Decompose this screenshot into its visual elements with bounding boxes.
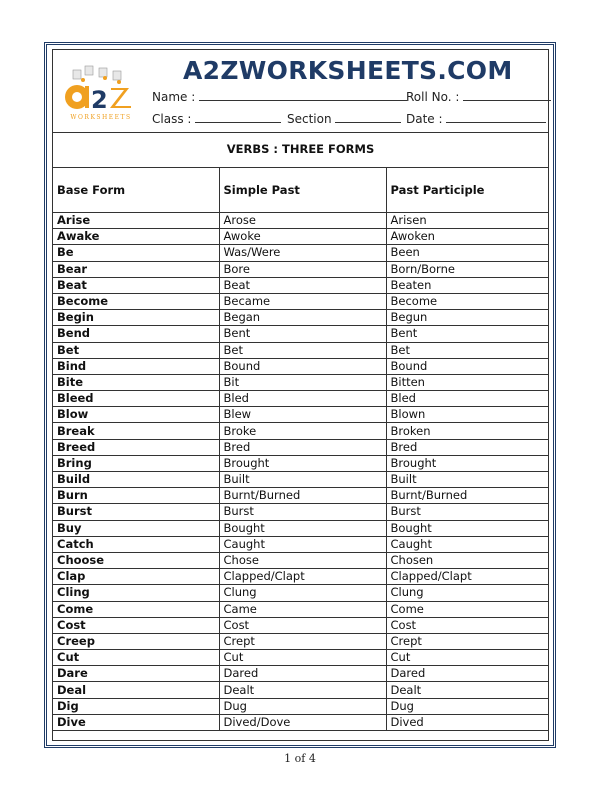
table-body: [53, 213, 548, 731]
past-participle-cell: Blown: [386, 407, 548, 423]
worksheet-inner-frame: [52, 49, 549, 741]
simple-past-cell: Dared: [219, 666, 386, 682]
table-row: [53, 277, 548, 293]
past-participle-cell: Born/Borne: [386, 261, 548, 277]
site-title: A2ZWORKSHEETS.COM: [183, 56, 513, 85]
past-participle-cell: Broken: [386, 423, 548, 439]
table-row: [53, 261, 548, 277]
simple-past-cell: Awoke: [219, 229, 386, 245]
past-participle-cell: Chosen: [386, 552, 548, 568]
simple-past-cell: Broke: [219, 423, 386, 439]
base-form-cell: Break: [53, 423, 219, 439]
past-participle-cell: Come: [386, 601, 548, 617]
past-participle-cell: Clung: [386, 585, 548, 601]
table-row: [53, 245, 548, 261]
past-participle-cell: Arisen: [386, 213, 548, 229]
roll-line[interactable]: [463, 89, 551, 101]
simple-past-cell: Bore: [219, 261, 386, 277]
base-form-cell: Bind: [53, 358, 219, 374]
sheet-title: VERBS : THREE FORMS: [53, 132, 548, 168]
past-participle-cell: Dived: [386, 714, 548, 730]
past-participle-cell: Dug: [386, 698, 548, 714]
base-form-cell: Clap: [53, 569, 219, 585]
simple-past-cell: Arose: [219, 213, 386, 229]
simple-past-cell: Crept: [219, 633, 386, 649]
base-form-cell: Come: [53, 601, 219, 617]
roll-field[interactable]: [406, 89, 551, 104]
base-form-cell: Become: [53, 293, 219, 309]
table-row: [53, 488, 548, 504]
simple-past-cell: Bound: [219, 358, 386, 374]
table-row: [53, 374, 548, 390]
site-logo: [61, 64, 141, 124]
table-row: [53, 504, 548, 520]
name-line[interactable]: [199, 89, 407, 101]
table-row: [53, 229, 548, 245]
worksheet-frame: [44, 42, 556, 748]
base-form-cell: Bleed: [53, 391, 219, 407]
date-label: Date :: [406, 112, 443, 126]
section-field[interactable]: [287, 111, 401, 126]
table-row: [53, 391, 548, 407]
svg-text:2: 2: [91, 86, 108, 114]
simple-past-cell: Clapped/Clapt: [219, 569, 386, 585]
base-form-cell: Burst: [53, 504, 219, 520]
base-form-cell: Dare: [53, 666, 219, 682]
base-form-cell: Begin: [53, 310, 219, 326]
worksheet-header: [53, 50, 548, 133]
table-row: [53, 569, 548, 585]
table-row: [53, 293, 548, 309]
past-participle-cell: Built: [386, 472, 548, 488]
simple-past-cell: Began: [219, 310, 386, 326]
simple-past-cell: Cost: [219, 617, 386, 633]
simple-past-cell: Came: [219, 601, 386, 617]
simple-past-cell: Cut: [219, 650, 386, 666]
column-header-base-form: Base Form: [53, 167, 219, 213]
past-participle-cell: Begun: [386, 310, 548, 326]
base-form-cell: Build: [53, 472, 219, 488]
past-participle-cell: Brought: [386, 455, 548, 471]
simple-past-cell: Bought: [219, 520, 386, 536]
table-row: [53, 472, 548, 488]
past-participle-cell: Become: [386, 293, 548, 309]
past-participle-cell: Burnt/Burned: [386, 488, 548, 504]
roll-label: Roll No. :: [406, 90, 460, 104]
simple-past-cell: Was/Were: [219, 245, 386, 261]
simple-past-cell: Burst: [219, 504, 386, 520]
past-participle-cell: Beaten: [386, 277, 548, 293]
table-row: [53, 455, 548, 471]
past-participle-cell: Been: [386, 245, 548, 261]
table-row: [53, 698, 548, 714]
table-row: [53, 633, 548, 649]
simple-past-cell: Chose: [219, 552, 386, 568]
past-participle-cell: Bred: [386, 439, 548, 455]
simple-past-cell: Clung: [219, 585, 386, 601]
date-field[interactable]: [406, 111, 546, 126]
simple-past-cell: Bit: [219, 374, 386, 390]
past-participle-cell: Dared: [386, 666, 548, 682]
table-row: [53, 310, 548, 326]
table-row: [53, 439, 548, 455]
section-label: Section: [287, 112, 332, 126]
base-form-cell: Bet: [53, 342, 219, 358]
past-participle-cell: Bet: [386, 342, 548, 358]
base-form-cell: Dive: [53, 714, 219, 730]
simple-past-cell: Caught: [219, 536, 386, 552]
base-form-cell: Deal: [53, 682, 219, 698]
simple-past-cell: Bred: [219, 439, 386, 455]
simple-past-cell: Brought: [219, 455, 386, 471]
base-form-cell: Awake: [53, 229, 219, 245]
past-participle-cell: Bound: [386, 358, 548, 374]
past-participle-cell: Bent: [386, 326, 548, 342]
table-header-row: [53, 167, 548, 213]
base-form-cell: Dig: [53, 698, 219, 714]
base-form-cell: Beat: [53, 277, 219, 293]
past-participle-cell: Bled: [386, 391, 548, 407]
table-row: [53, 666, 548, 682]
base-form-cell: Bear: [53, 261, 219, 277]
base-form-cell: Breed: [53, 439, 219, 455]
table-row: [53, 714, 548, 730]
simple-past-cell: Built: [219, 472, 386, 488]
table-row: [53, 326, 548, 342]
base-form-cell: Buy: [53, 520, 219, 536]
base-form-cell: Bring: [53, 455, 219, 471]
table-row: [53, 423, 548, 439]
simple-past-cell: Burnt/Burned: [219, 488, 386, 504]
class-line[interactable]: [195, 111, 281, 123]
base-form-cell: Burn: [53, 488, 219, 504]
past-participle-cell: Clapped/Clapt: [386, 569, 548, 585]
base-form-cell: Arise: [53, 213, 219, 229]
simple-past-cell: Became: [219, 293, 386, 309]
name-field[interactable]: [152, 89, 407, 104]
simple-past-cell: Beat: [219, 277, 386, 293]
table-row: [53, 650, 548, 666]
verb-forms-table: [53, 167, 548, 731]
table-row: [53, 520, 548, 536]
table-row: [53, 617, 548, 633]
past-participle-cell: Bought: [386, 520, 548, 536]
simple-past-cell: Bled: [219, 391, 386, 407]
base-form-cell: Choose: [53, 552, 219, 568]
column-header-simple-past: Simple Past: [219, 167, 386, 213]
table-row: [53, 601, 548, 617]
column-header-past-participle: Past Participle: [386, 167, 548, 213]
past-participle-cell: Cost: [386, 617, 548, 633]
table-row: [53, 585, 548, 601]
simple-past-cell: Dealt: [219, 682, 386, 698]
table-row: [53, 342, 548, 358]
simple-past-cell: Dived/Dove: [219, 714, 386, 730]
table-row: [53, 552, 548, 568]
base-form-cell: Cut: [53, 650, 219, 666]
past-participle-cell: Crept: [386, 633, 548, 649]
page-number: 1 of 4: [284, 752, 316, 765]
table-row: [53, 536, 548, 552]
table-row: [53, 213, 548, 229]
simple-past-cell: Blew: [219, 407, 386, 423]
table-row: [53, 407, 548, 423]
past-participle-cell: Cut: [386, 650, 548, 666]
past-participle-cell: Dealt: [386, 682, 548, 698]
simple-past-cell: Dug: [219, 698, 386, 714]
base-form-cell: Cling: [53, 585, 219, 601]
date-line[interactable]: [446, 111, 546, 123]
class-field[interactable]: [152, 111, 281, 126]
logo-subtext: WORKSHEETS: [70, 114, 132, 121]
name-label: Name :: [152, 90, 196, 104]
section-line[interactable]: [335, 111, 401, 123]
past-participle-cell: Caught: [386, 536, 548, 552]
simple-past-cell: Bet: [219, 342, 386, 358]
simple-past-cell: Bent: [219, 326, 386, 342]
base-form-cell: Blow: [53, 407, 219, 423]
base-form-cell: Cost: [53, 617, 219, 633]
past-participle-cell: Burst: [386, 504, 548, 520]
base-form-cell: Bend: [53, 326, 219, 342]
table-row: [53, 358, 548, 374]
base-form-cell: Creep: [53, 633, 219, 649]
past-participle-cell: Bitten: [386, 374, 548, 390]
class-label: Class :: [152, 112, 192, 126]
base-form-cell: Be: [53, 245, 219, 261]
base-form-cell: Bite: [53, 374, 219, 390]
base-form-cell: Catch: [53, 536, 219, 552]
past-participle-cell: Awoken: [386, 229, 548, 245]
table-row: [53, 682, 548, 698]
